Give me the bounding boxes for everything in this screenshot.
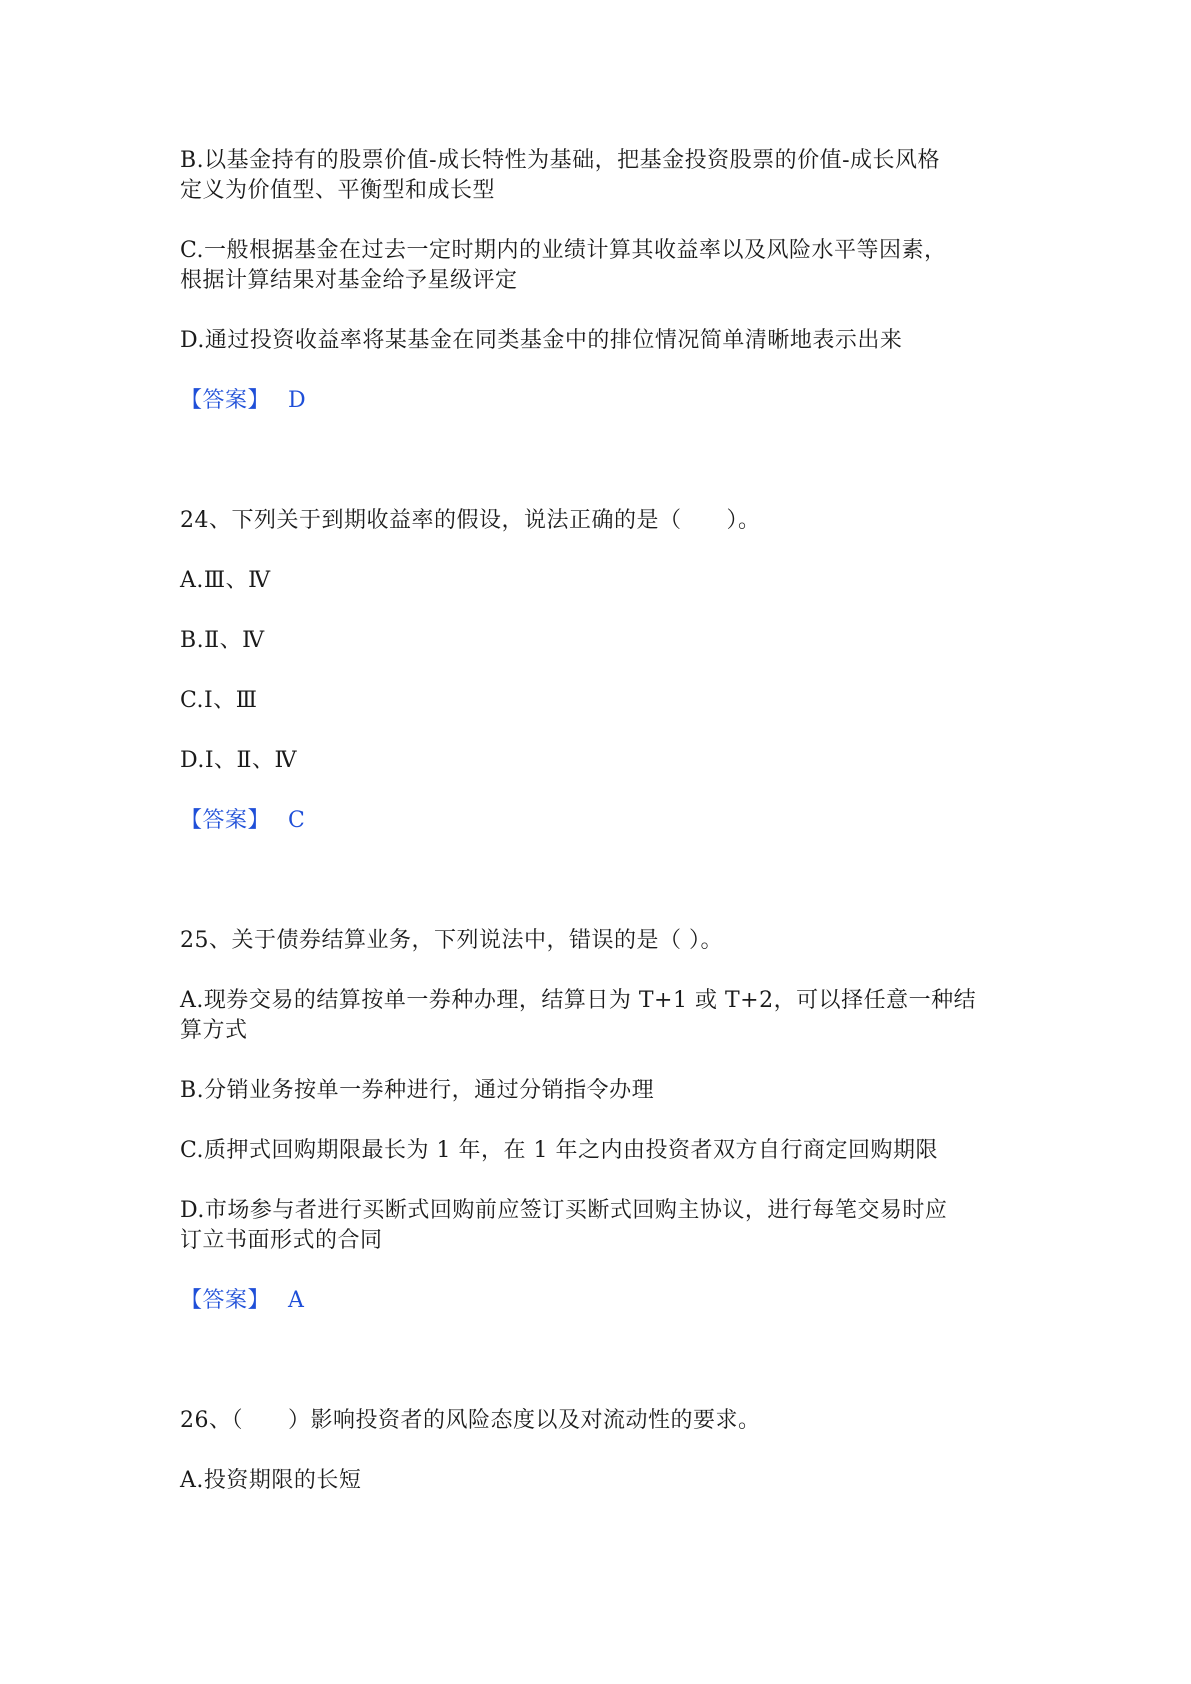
q24-answer: [180, 806, 305, 836]
q23-option-b-line2: 定义为价值型、平衡型和成长型: [180, 178, 496, 203]
q26-option-a: A.投资期限的长短: [180, 1468, 362, 1493]
q23-option-c-line1: C.一般根据基金在过去一定时期内的业绩计算其收益率以及风险水平等因素，: [180, 238, 947, 263]
q25-option-a-line1: A.现券交易的结算按单一券种办理，结算日为 T+1 或 T+2，可以择任意一种结: [180, 988, 977, 1013]
answer-value: D: [288, 388, 307, 413]
q24-option-c: C.Ⅰ、Ⅲ: [180, 688, 258, 713]
document-page: [180, 0, 1010, 1684]
q23-option-d: D.通过投资收益率将某基金在同类基金中的排位情况简单清晰地表示出来: [180, 328, 903, 353]
q24-option-b: B.Ⅱ、Ⅳ: [180, 628, 265, 653]
q23-answer: [180, 386, 306, 416]
q25-answer: [180, 1286, 304, 1316]
answer-value: C: [288, 808, 306, 833]
q24-option-d: D.Ⅰ、Ⅱ、Ⅳ: [180, 748, 297, 773]
q25-option-d-line1: D.市场参与者进行买断式回购前应签订买断式回购主协议，进行每笔交易时应: [180, 1198, 948, 1223]
q25-stem: 25、关于债券结算业务，下列说法中，错误的是（ ）。: [180, 928, 723, 953]
q25-option-c: C.质押式回购期限最长为 1 年，在 1 年之内由投资者双方自行商定回购期限: [180, 1138, 939, 1163]
q23-option-b-line1: B.以基金持有的股票价值-成长特性为基础，把基金投资股票的价值-成长风格: [180, 148, 941, 173]
q23-option-c-line2: 根据计算结果对基金给予星级评定: [180, 268, 518, 293]
q24-stem: 24、下列关于到期收益率的假设，说法正确的是（ ）。: [180, 508, 761, 533]
q24-option-a: A.Ⅲ、Ⅳ: [180, 568, 271, 593]
answer-value: A: [288, 1288, 305, 1313]
q25-option-d-line2: 订立书面形式的合同: [180, 1228, 383, 1253]
answer-label: 【答案】: [180, 808, 271, 833]
q26-stem: 26、（ ）影响投资者的风险态度以及对流动性的要求。: [180, 1408, 761, 1433]
q25-option-b: B.分销业务按单一券种进行，通过分销指令办理: [180, 1078, 655, 1103]
answer-label: 【答案】: [180, 1288, 271, 1313]
q25-option-a-line2: 算方式: [180, 1018, 248, 1043]
answer-label: 【答案】: [180, 388, 271, 413]
